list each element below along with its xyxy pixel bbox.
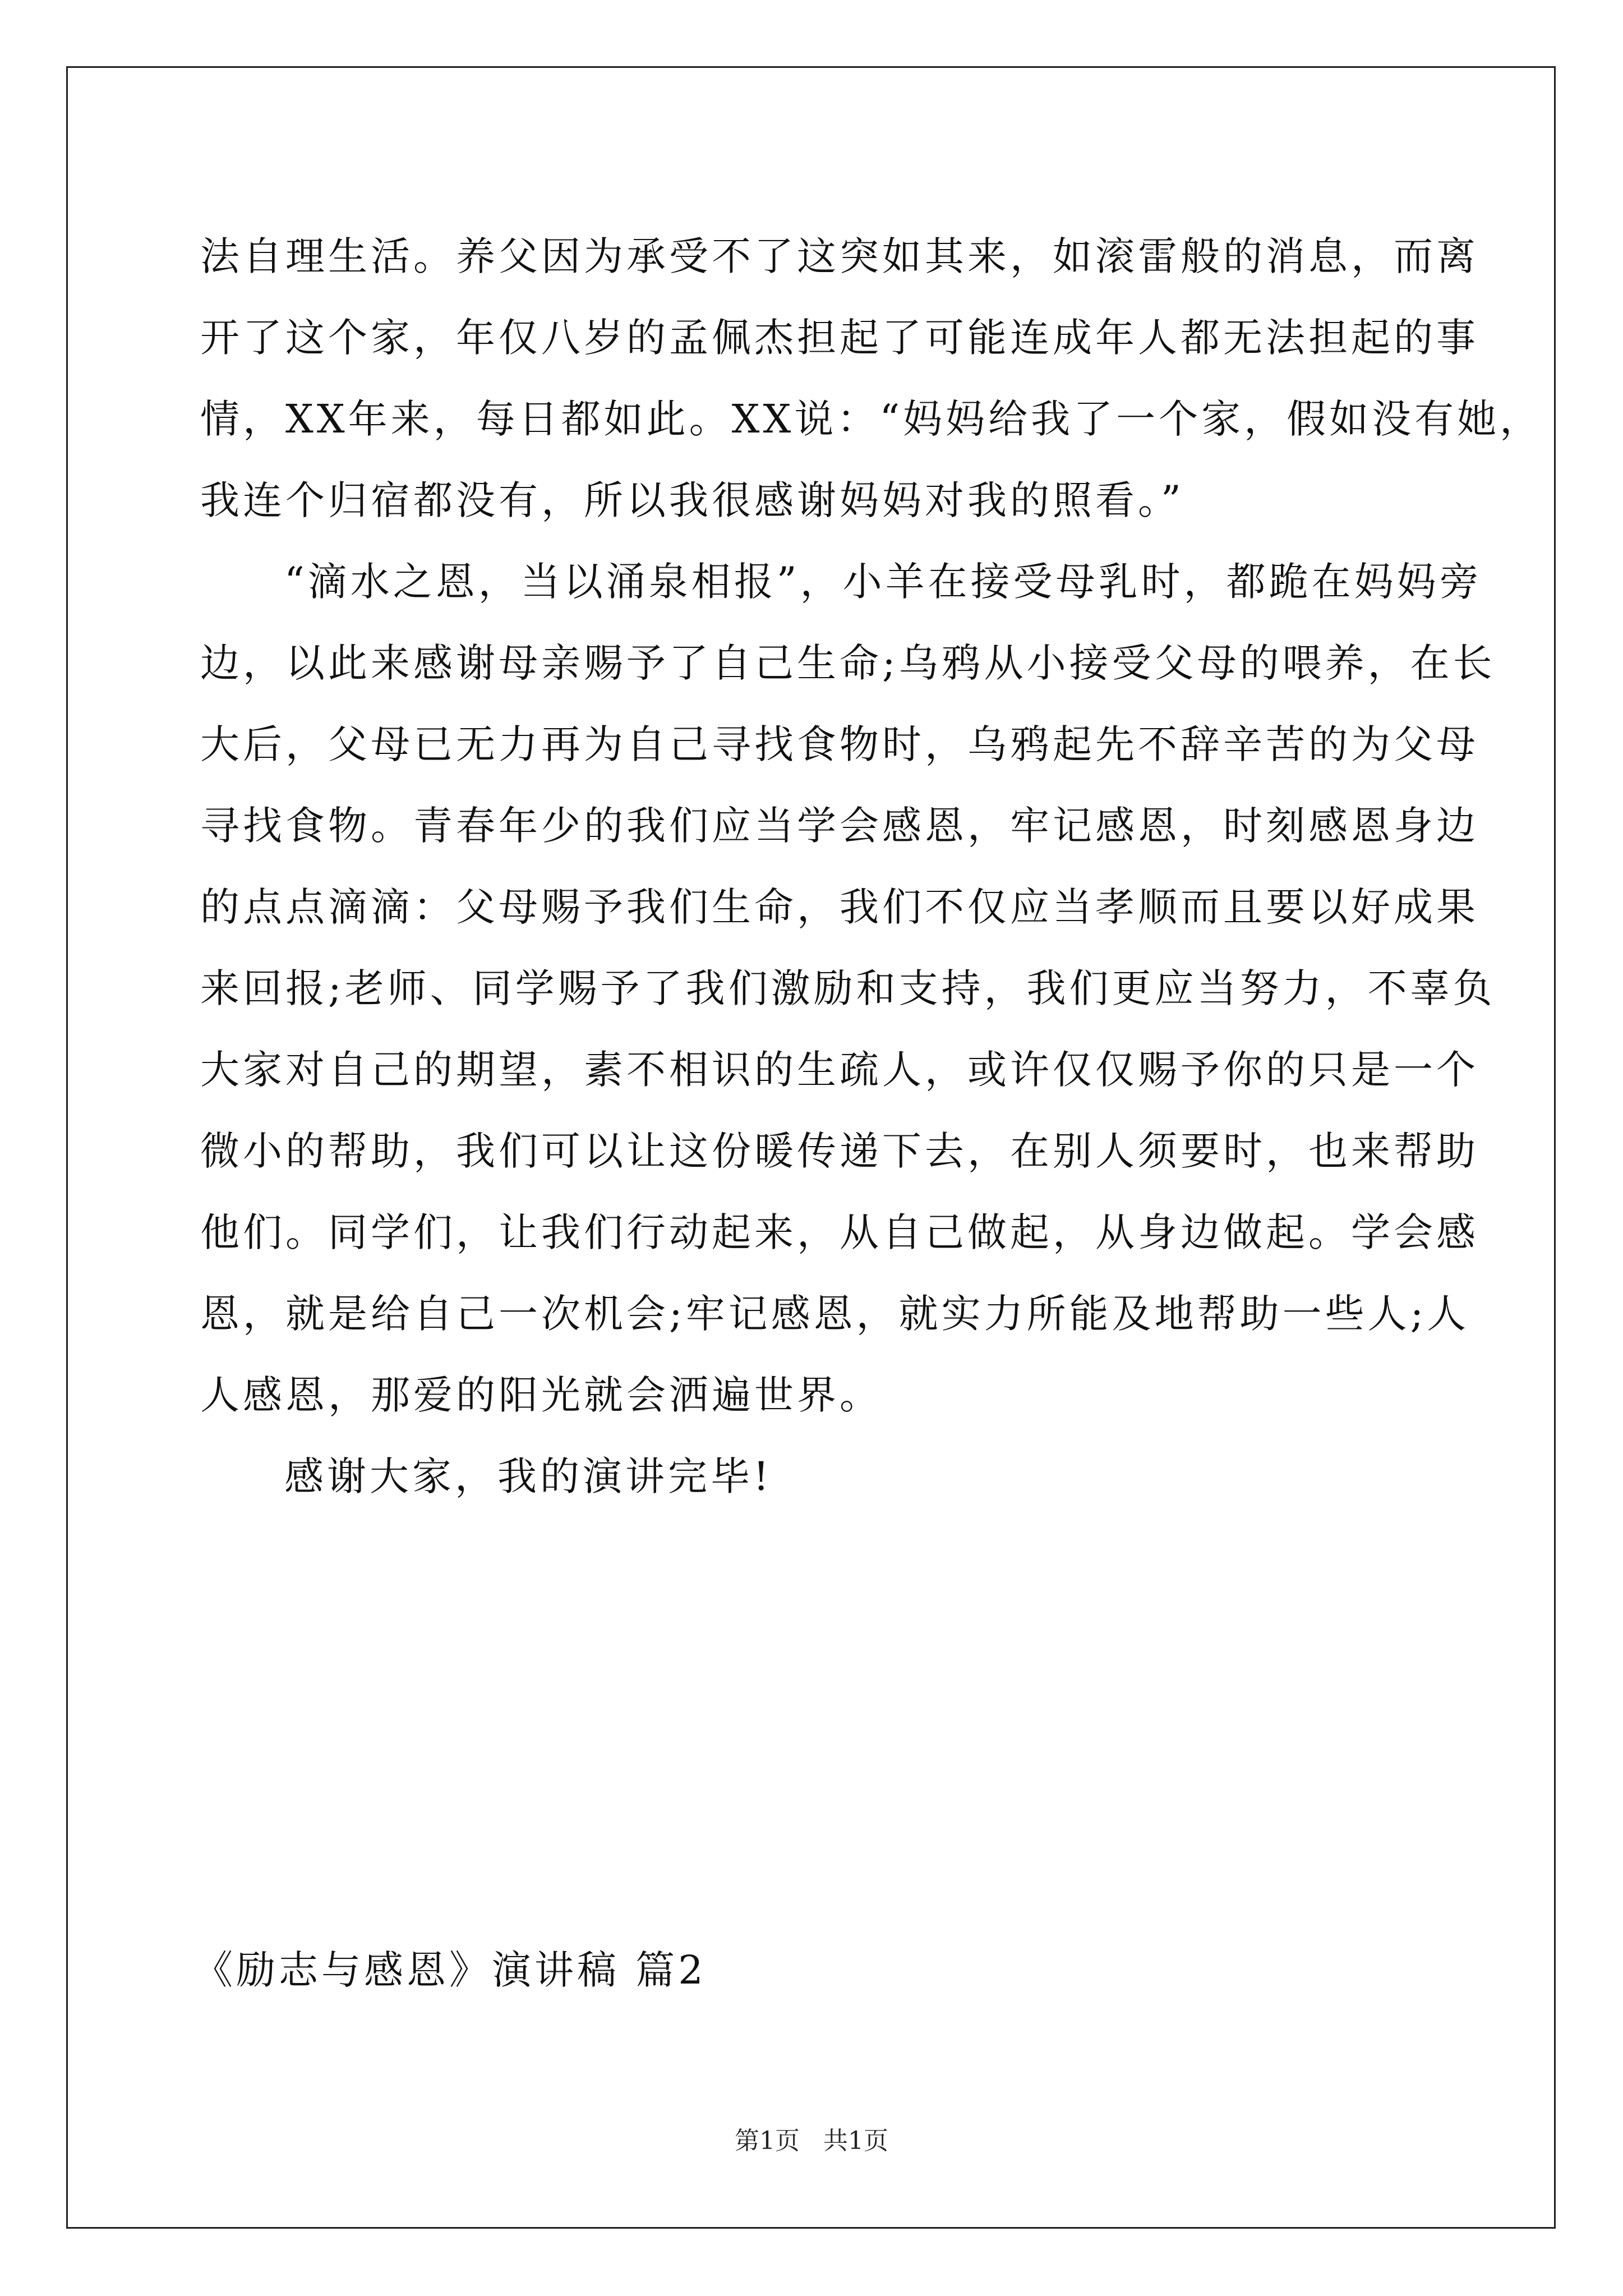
text-line: 他们。同学们，让我们行动起来，从自己做起，从身边做起。学会感 [200,1209,1479,1255]
text-line: “滴水之恩，当以涌泉相报”，小羊在接受母乳时，都跪在妈妈旁 [284,559,1482,605]
text-line: 的点点滴滴：父母赐予我们生命，我们不仅应当孝顺而且要以好成果 [200,884,1479,930]
text-line: 恩，就是给自己一次机会;牢记感恩，就实力所能及地帮助一些人;人 [200,1291,1470,1337]
text-line: 情，XX年来，每日都如此。XX说：“妈妈给我了一个家，假如没有她， [200,396,1543,442]
closing-line: 感谢大家，我的演讲完毕! [284,1453,773,1499]
page-footer [0,2120,1623,2156]
page-total: 共1页 [823,2127,888,2155]
text-line: 边，以此来感谢母亲赐予了自己生命;乌鸦从小接受父母的喂养，在长 [200,640,1496,686]
text-line: 法自理生活。养父因为承受不了这突如其来，如滚雷般的消息，而离 [200,233,1479,279]
document-body [200,216,1543,1517]
text-line: 我连个归宿都没有，所以我很感谢妈妈对我的照看。” [200,477,1184,523]
text-line: 大家对自己的期望，素不相识的生疏人，或许仅仅赐予你的只是一个 [200,1047,1479,1093]
text-line: 寻找食物。青春年少的我们应当学会感恩，牢记感恩，时刻感恩身边 [200,803,1479,849]
text-line: 开了这个家，年仅八岁的孟佩杰担起了可能连成年人都无法担起的事 [200,315,1479,361]
text-line: 微小的帮助，我们可以让这份暖传递下去，在别人须要时，也来帮助 [200,1128,1479,1174]
text-line: 来回报;老师、同学赐予了我们激励和支持，我们更应当努力，不辜负 [200,965,1496,1011]
text-line: 大后，父母已无力再为自己寻找食物时，乌鸦起先不辞辛苦的为父母 [200,721,1479,767]
page-number: 第1页 [735,2127,800,2155]
section-heading: 《励志与感恩》演讲稿 篇2 [193,1947,707,1993]
text-line: 人感恩，那爱的阳光就会洒遍世界。 [200,1372,882,1418]
